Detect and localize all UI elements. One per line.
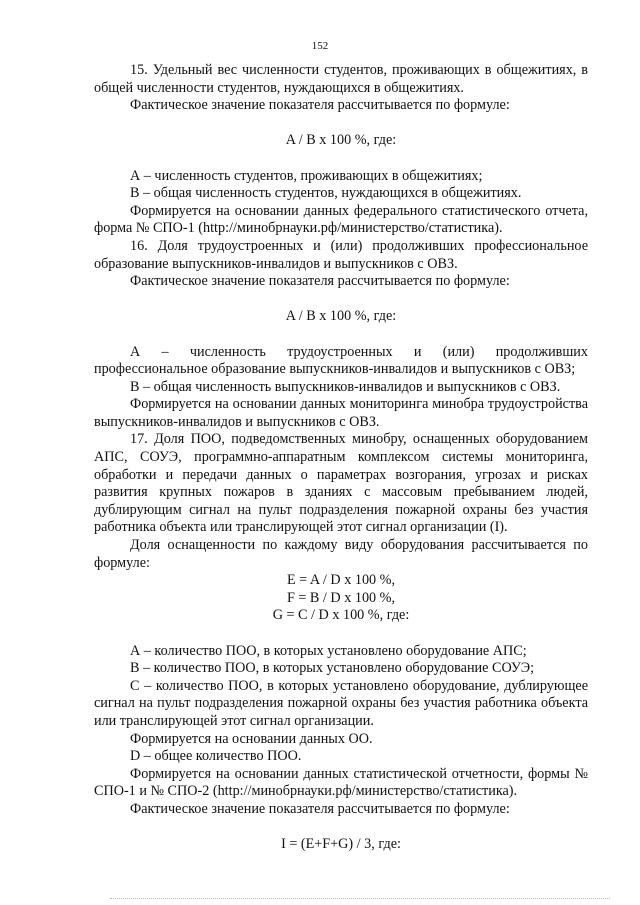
formula-line: F = B / D x 100 %, [286, 589, 396, 606]
formula: I = (E+F+G) / 3, где: [281, 836, 401, 853]
data-source: Формируется на основании данных ОО. [130, 730, 373, 747]
formula: A / B x 100 %, где: [285, 308, 397, 325]
formula-intro: Фактическое значение показателя рассчитывается по формуле: [130, 273, 510, 290]
document-body [94, 62, 588, 854]
variable-definition: В – количество ПОО, в которых установлено оборудование СОУЭ; [130, 660, 535, 677]
item-15-title: 15. Удельный вес численности студентов, проживающих в общежитиях, в общей численности студентов, нуждающихся в общежитиях. [94, 62, 588, 96]
data-source: Формируется на основании данных статистической отчетности, формы № СПО-1 и № СПО-2 (http://минобрнауки.рф/министерство/статистика). [94, 765, 588, 800]
variable-definition: А – количество ПОО, в которых установлено оборудование АПС; [130, 642, 527, 659]
formula-intro: Фактическое значение показателя рассчитывается по формуле: [130, 97, 510, 114]
scan-edge-artifact [110, 898, 610, 901]
variable-definition: D – общее количество ПОО. [130, 748, 302, 765]
variable-definition: В – общая численность выпускников-инвалидов и выпускников с ОВЗ. [130, 378, 561, 395]
data-source: Формируется на основании данных федерального статистического отчета, форма № СПО-1 (http://минобрнауки.рф/министерство/статистика). [94, 202, 588, 237]
variable-definition: А – численность трудоустроенных и (или) продолживших профессиональное образование выпускников-инвалидов и выпускников с ОВЗ; [94, 343, 588, 378]
data-source: Формируется на основании данных мониторинга минобра трудоустройства выпускников-инвалидов и выпускников с ОВЗ. [94, 396, 588, 430]
variable-definition: А – численность студентов, проживающих в общежитиях; [130, 167, 483, 184]
formula-line: E = A / D x 100 %, [286, 572, 396, 589]
formula-intro: Фактическое значение показателя рассчитывается по формуле: [130, 800, 510, 817]
page-number: 152 [311, 40, 329, 52]
item-16-title: 16. Доля трудоустроенных и (или) продолживших профессиональное образование выпускников-инвалидов и выпускников с ОВЗ. [94, 237, 588, 272]
variable-definition: В – общая численность студентов, нуждающихся в общежитиях. [130, 185, 522, 202]
variable-definition: С – количество ПОО, в которых установлено оборудование, дублирующее сигнал на пульт подразделения пожарной охраны без участия работника объекта или транслирующей этот сигнал организации. [94, 677, 588, 729]
formula-intro: Доля оснащенности по каждому виду оборудования рассчитывается по формуле: [94, 537, 588, 571]
formula: A / B x 100 %, где: [285, 132, 397, 149]
formula-line: G = C / D x 100 %, где: [272, 607, 410, 624]
item-17-title: 17. Доля ПОО, подведомственных минобру, оснащенных оборудованием АПС, СОУЭ, программно-аппаратным комплексом системы мониторинга, обработки и передачи данных о параметрах возгорания, угрозах и рисках развития крупных пожаров в зданиях с массовым пребыванием людей, дублирующим сигнал на пульт подразделения пожарной охраны без участия работника объекта или транслирующей этот сигнал организации (I). [94, 431, 588, 536]
